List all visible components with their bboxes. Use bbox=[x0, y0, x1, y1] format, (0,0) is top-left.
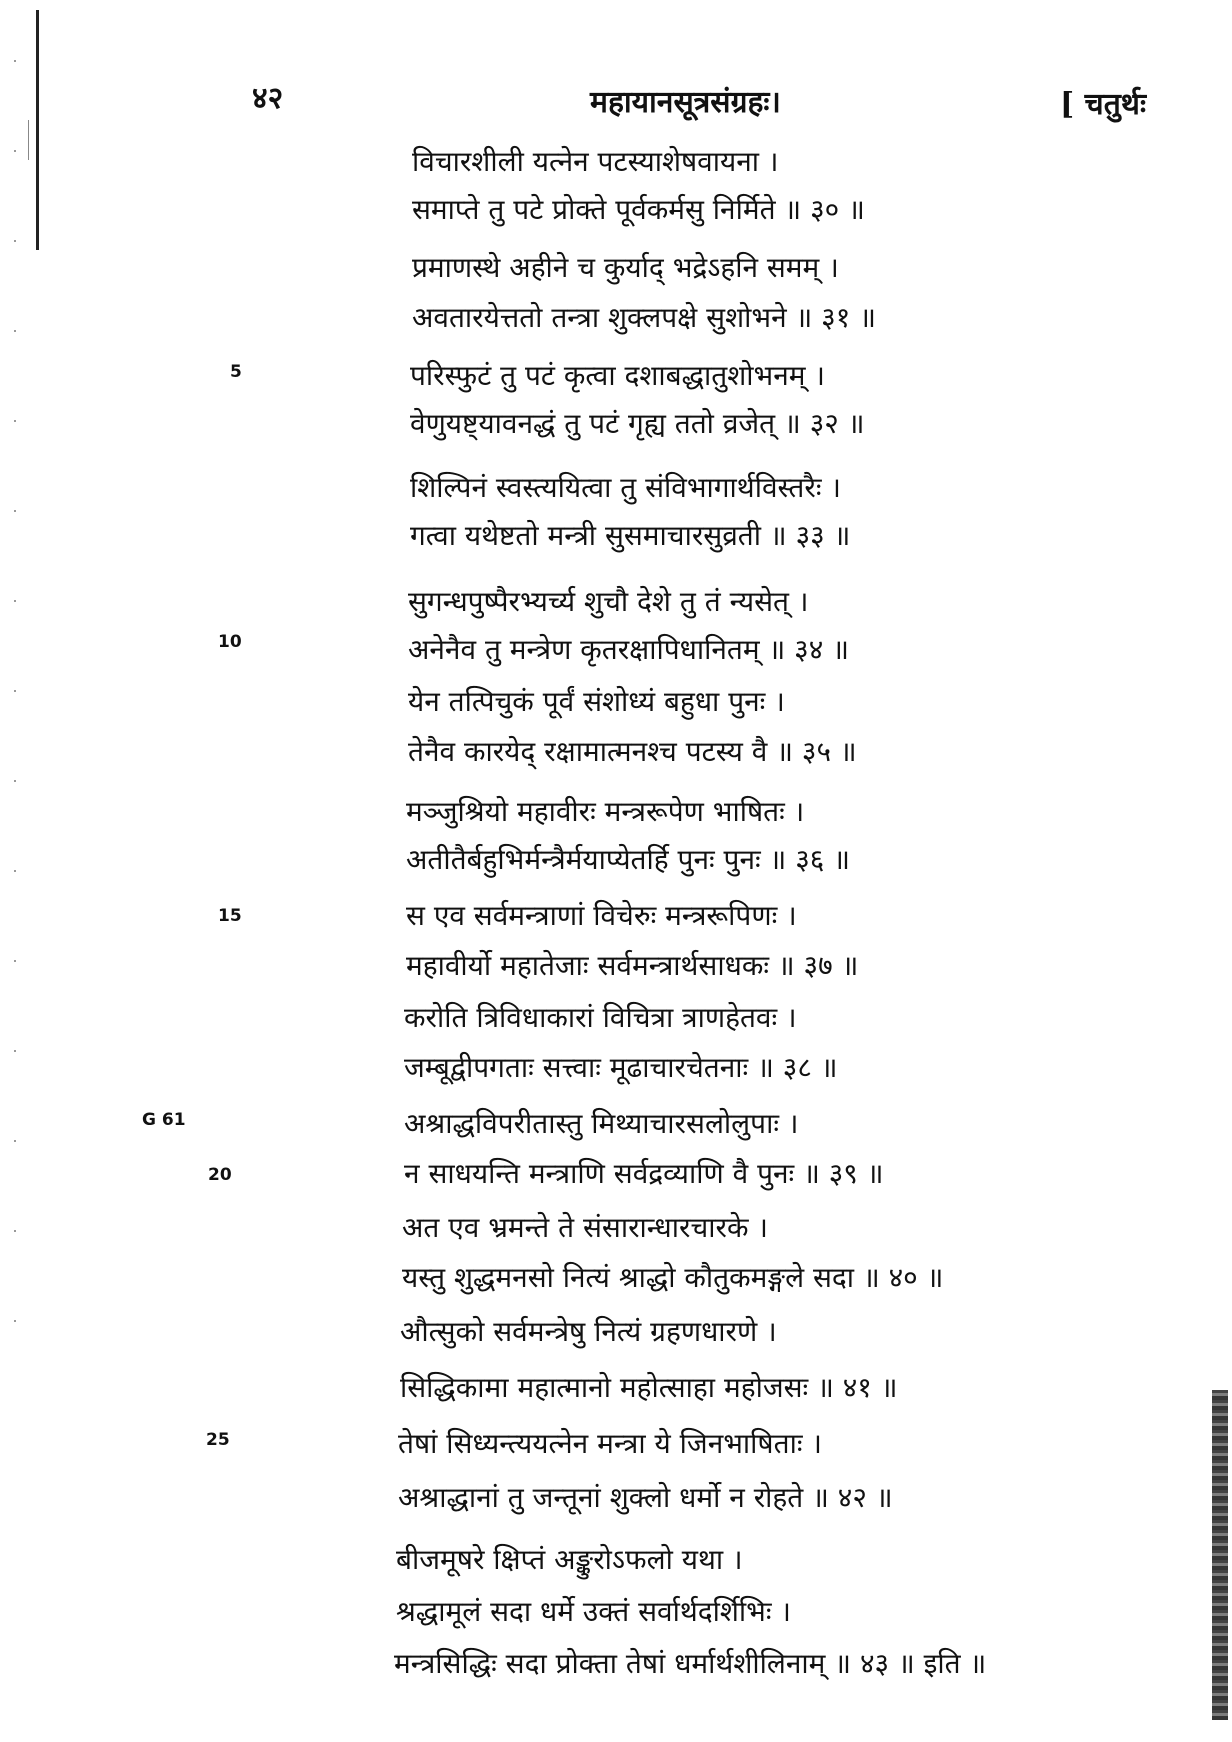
verse-line: तेनैव कारयेद् रक्षामात्मनश्च पटस्य वै ॥ ३५ ॥ bbox=[408, 735, 857, 768]
verse-line: स एव सर्वमन्त्राणां विचेरुः मन्त्ररूपिणः । bbox=[406, 899, 797, 932]
verse-line: परिस्फुटं तु पटं कृत्वा दशाबद्धातुशोभनम् । bbox=[410, 359, 826, 392]
verse-line: करोति त्रिविधाकारां विचित्रा त्राणहेतवः । bbox=[404, 1001, 797, 1034]
chapter-tag: [ चतुर्थः bbox=[1060, 87, 1147, 122]
verse-line: महावीर्यो महातेजाः सर्वमन्त्रार्थसाधकः ॥ ३७ ॥ bbox=[406, 949, 859, 982]
verse-line: अत एव भ्रमन्ते ते संसारान्धारचारके । bbox=[402, 1211, 768, 1244]
verse-line: मन्त्रसिद्धिः सदा प्रोक्ता तेषां धर्मार्थशीलिनाम् ॥ ४३ ॥ इति ॥ bbox=[394, 1647, 987, 1680]
verse-line: यस्तु शुद्धमनसो नित्यं श्राद्धो कौतुकमङ्गले सदा ॥ ४० ॥ bbox=[402, 1261, 944, 1294]
verse-line: गत्वा यथेष्टतो मन्त्री सुसमाचारसुव्रती ॥ ३३ ॥ bbox=[410, 519, 851, 552]
verse-line: बीजमूषरे क्षिप्तं अङ्कुरोऽफलो यथा । bbox=[396, 1543, 743, 1576]
margin-line-number: 25 bbox=[206, 1430, 230, 1450]
page-number: ४२ bbox=[252, 81, 284, 116]
margin-line-number: 5 bbox=[230, 362, 242, 382]
verse-line: अवतारयेत्ततो तन्त्रा शुक्लपक्षे सुशोभने ॥ ३१ ॥ bbox=[412, 301, 876, 334]
verse-line: येन तत्पिचुकं पूर्वं संशोध्यं बहुधा पुनः । bbox=[408, 685, 785, 718]
verse-line: शिल्पिनं स्वस्त्ययित्वा तु संविभागार्थविस्तरैः । bbox=[410, 471, 841, 504]
verse-line: सुगन्धपुष्पैरभ्यर्च्य शुचौ देशे तु तं न्यसेत् । bbox=[408, 585, 809, 618]
verse-line: जम्बूद्वीपगताः सत्त्वाः मूढाचारचेतनाः ॥ ३८ ॥ bbox=[404, 1051, 838, 1084]
verse-line: औत्सुको सर्वमन्त्रेषु नित्यं ग्रहणधारणे । bbox=[400, 1315, 777, 1348]
verse-line: मञ्जुश्रियो महावीरः मन्त्ररूपेण भाषितः । bbox=[406, 795, 805, 828]
verse-line: अतीतैर्बहुभिर्मन्त्रैर्मयाप्येतर्हि पुनः पुनः ॥ ३६ ॥ bbox=[406, 843, 851, 876]
verse-line: न साधयन्ति मन्त्राणि सर्वद्रव्याणि वै पुनः ॥ ३९ ॥ bbox=[404, 1157, 884, 1190]
verse-line: विचारशीली यत्नेन पटस्याशेषवायना । bbox=[412, 145, 779, 178]
verse-line: सिद्धिकामा महात्मानो महोत्साहा महोजसः ॥ ४१ ॥ bbox=[400, 1371, 898, 1404]
verse-line: अनेनैव तु मन्त्रेण कृतरक्षापिधानितम् ॥ ३४ ॥ bbox=[408, 633, 849, 666]
verse-line: श्रद्धामूलं सदा धर्मे उक्तं सर्वार्थदर्शिभिः । bbox=[396, 1595, 792, 1628]
scan-edge-shadow bbox=[1212, 1390, 1228, 1720]
running-title: महायानसूत्रसंग्रहः। bbox=[590, 85, 781, 120]
verse-line: प्रमाणस्थे अहीने च कुर्याद् भद्रेऽहनि समम् । bbox=[412, 251, 839, 284]
verse-line: वेणुयष्ट्यावनद्धं तु पटं गृह्य ततो व्रजेत् ॥ ३२ ॥ bbox=[410, 407, 865, 440]
margin-line-number: 10 bbox=[218, 632, 242, 652]
page-edge-marks bbox=[14, 60, 16, 1360]
verse-line: अश्राद्धानां तु जन्तूनां शुक्लो धर्मो न रोहते ॥ ४२ ॥ bbox=[398, 1481, 893, 1514]
binding-edge-line-thin bbox=[28, 120, 29, 160]
margin-line-number: 20 bbox=[208, 1165, 232, 1185]
margin-line-number: 15 bbox=[218, 906, 242, 926]
verse-line: तेषां सिध्यन्त्ययत्नेन मन्त्रा ये जिनभाषिताः । bbox=[398, 1427, 822, 1460]
margin-reference: G 61 bbox=[142, 1110, 186, 1130]
verse-line: अश्राद्धविपरीतास्तु मिथ्याचारसलोलुपाः । bbox=[404, 1107, 799, 1140]
verse-line: समाप्ते तु पटे प्रोक्ते पूर्वकर्मसु निर्मिते ॥ ३० ॥ bbox=[412, 193, 865, 226]
binding-edge-line bbox=[36, 10, 39, 250]
